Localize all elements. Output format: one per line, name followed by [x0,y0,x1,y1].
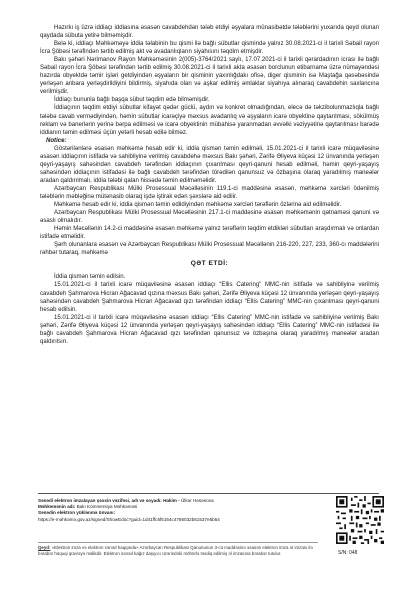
paragraph: İddia qismən təmin edilsin. [54,274,126,281]
paragraph: Belə ki, iddiaçı Məhkəməyə iddia təlabinin bu qismi ilə bağlı sübutlar qismində yalnız 30.08.2021-ci il tarixli Səbail rayon İcra Şöbəsi tərəfindən tərtib edilmiş akt və avadanlıqların siyahısını təqdim etmişdir. [40,41,379,56]
signer-name: Ülkər Həsənova [180,498,214,503]
signature-info [38,498,318,523]
paragraph: İddiaçının təqdim etdiyi sübutlar kifayət qədər güclü, aydın və konkret olmadığından, elecə də təkzibolunmazlıqla bağlı tələbə cavab vermədiyindən, həmin sübutlar icarəçiyə məxsus avadanlıq və əşyaların icarə obyektinə qaytarılması, sökülmüş reklam və banerlərin yerinə bərpa edilməsi və icarə obyektinin mübahisə yaranmadan əvvəlki vəziyyətinə qaytarılması barədə iddianın təmin edilməsi üçün yetərli hesab edilə bilməz. [40,105,379,136]
verdict-heading: QƏT ETDİ: [190,260,229,268]
paragraph: Məhkəmə hesab edir ki, iddia qismən təmin edildiyindən məhkəmə xərcləri tərəflərin özlərinə aid edilməlidir. [54,202,342,209]
note-label: Qeyd: [38,545,51,550]
paragraph: Azərbaycan Respublikası Mülki Prosessual Məcəlləsinin 119.1-ci maddəsinə əsasən, məhkəmə xərcləri ödənilmiş tələblərin məbləğinə mütənasib olaraq işdə iştirak edən şəxslərə aid edilir. [40,185,379,200]
paragraph: Bakı şəhəri Nərimanov Rayon Məhkəməsinin 2(005)-3764/2021 saylı, 17.07.2021-ci il tarixli qərardadının icrası ilə bağlı Səbail rayon İcra Şöbəsi tərəfindən tərtib edilmiş 30.08.2021-ci il tarixli akta əsasən borclunun etibarnamə üzrə nümayəndəsi hazırda obyektdə təmir işləri getdiyindən əşyaların bir qisminin yaxınlığdakı ofisə, diger qisminin isə Maştağa qəsəbəsində yerləşən anbara yerləşdirildiyini bildirmiş, siyahıda olan və aşkar edilmiş əmlaklar siyahıya alınaraq cavabdehin saxlancına verilmişdir. [40,57,379,96]
section-heading: Notice: [46,137,67,144]
link-label: Sənədin elektron yüklənmə ünvanı: [38,510,116,516]
paragraph: Göstərilənlərə əsasən məhkəmə hesab edir ki, iddia qismən təmin edilməli, 15.01.2021-ci il tarixli icarə müqaviləsinə əsasən iddiaçının istifadə və sahibliyinə verilmiş cavabdehə məxsus Bakı şəhəri, Zərifə Əliyeva küçəsi 12 ünvanında yerləşən qeyri-yaşayış sahəsindən cavabdeh tərəfindən iddiaçının çıxarılması qeyri-qanuni hesab edilməli, həmin qeyri-yaşayış sahəsindən iddiaçının istifadəsi ilə bağlı cavabdeh tərəfindən törədilən qanunsuz və özbaşına olaraq yaradılmış maneələr aradan qaldırılmalı, iddia tələbi qalan hissədə təmin edilməməlidir. [40,145,379,184]
serial-number: S/N: 048 [338,550,358,556]
paragraph: 15.01.2021-ci il tarixli icarə müqaviləsinə əsasən iddiaçı “Ellis Catering” MMC-nin istifadə və sahibliyinə verilmiş Bakı şəhəri, Zərifə Əliyeva küçəsi 12 ünvanında yerləşən qeyri-yaşayış sahəsindən iddiaçı “Ellis Catering” MMC-nin istifadəsi ilə bağlı cavabdeh Şahmarova Hicran Ağacavad qızı tərəfindən qanunsuz və özbaşına olaraq yaradılmış maneələr aradan qaldırılsın. [40,314,379,345]
court-label: Məhkəmənin adı: [38,504,76,510]
court-name: Bakı Kommersiya Məhkəməsi [76,504,138,510]
qr-code-icon [336,496,384,544]
signer-label: Sənədi elektron imzalayan şəxsin vəzifəsi, adı və soyadı: Hakim - [38,498,180,503]
note-text: «Elektron imza və elektron sənəd haqqında» Azərbaycan Respublikası Qanununun 3-cü maddəsinə əsasən elektron imza ət imzası ilə bərabər hüquqi qüvvəyə malikdir. Elektron sənəd kağız daşıyıcı üzərindəki möhürlə təsdiq edilmiş əl imzasına bərabər tutulur. [38,545,313,556]
paragraph: Şərh olunanlara əsasən və Azərbaycan Respublikası Mülki Prosessual Məcəllənin 216-220, 227, 233, 360-cı maddələrini rəhbər tutaraq, məhkəmə [40,242,379,257]
legal-note [38,542,318,557]
paragraph: Həmin Məcəllənin 14.2-ci maddəsinə əsasən məhkəmə yalnız tərəflərin təqdim etdikləri sübutları araşdırmalı və onlardan istifadə etməlidir. [40,226,379,241]
paragraph: 15.01.2021-ci il tarixli icarə müqaviləsinə əsasən iddiaçı “Ellis Catering” MMC-nin istifadə və sahibliyinə verilmiş cavabdeh Şahmarova Hicran Ağacavad qızına məxsus Bakı şəhəri, Zərifə Əliyeva küçəsi 12 ünvanında yerləşən qeyri-yaşayış sahəsindən cavabdeh Şahmarova Hicran Ağacavad qızı tərəfindən iddiaçı “Ellis Catering” MMC-nin çıxarılması qeyri-qanuni hesab edilsin. [40,282,379,313]
signature-footer [38,493,379,582]
document-body [40,24,379,346]
paragraph: İddiaçı bununla bağlı başqa sübut təqdim edə bilməmişdir. [54,97,210,104]
paragraph: Azərbaycan Respublikası Mülki Prosessual Məcəlləsinin 217.1-ci maddəsinə əsasən məhkəmənin qətnaməsi qanuni və əsaslı olmalıdır. [40,210,379,225]
document-link[interactable]: https://e-məhkəmə.gov.az/signed/ShowEdoc?guid=1d41ffc5f5164c4786032b61537e5b54 [38,516,220,522]
paragraph: Hazırkı iş üzrə iddiaçı iddiasına əsasən cavabdehdən tələb etdiyi əşyalara münasibətdə tələblərini yuxarıda qeyd olunan qaydada sübuta yetirə bilməmişdir. [40,25,379,40]
